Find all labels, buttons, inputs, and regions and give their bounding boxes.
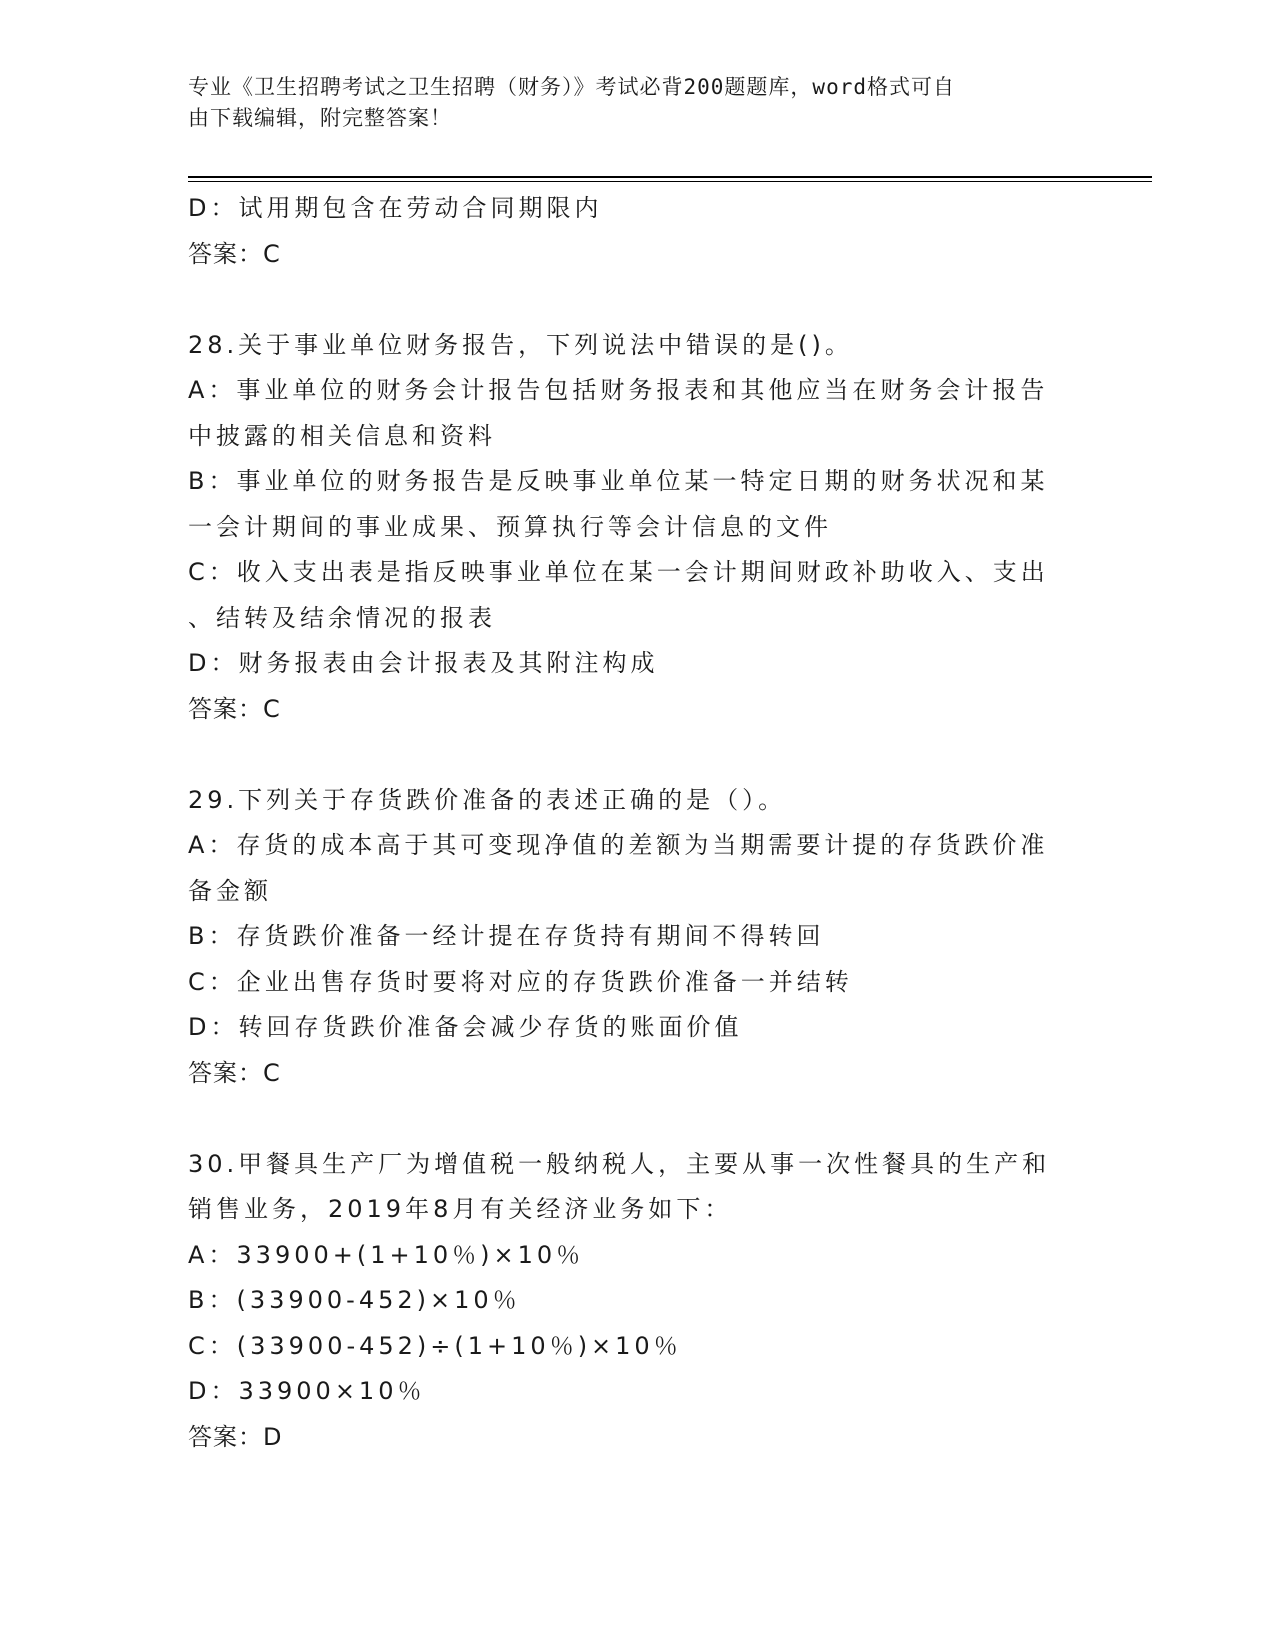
q30-question: 30.甲餐具生产厂为增值税一般纳税人，主要从事一次性餐具的生产和 — [188, 1149, 1051, 1178]
document-header — [188, 72, 1068, 134]
q30-option-c: C：(33900-452)÷(1+10％)×10％ — [188, 1331, 682, 1360]
q30-option-a: A：33900+(1+10％)×10％ — [188, 1240, 585, 1269]
q29-option-d: D：转回存货跌价准备会减少存货的账面价值 — [188, 1013, 743, 1041]
q29-option-b: B：存货跌价准备一经计提在存货持有期间不得转回 — [188, 922, 825, 950]
q27-answer: 答案：C — [188, 239, 281, 268]
q27-option-d: D：试用期包含在劳动合同期限内 — [188, 194, 603, 222]
header-rule-thin — [188, 181, 1152, 182]
q28-answer: 答案：C — [188, 694, 281, 723]
q28-option-a-cont: 中披露的相关信息和资料 — [188, 421, 496, 450]
q29-answer: 答案：C — [188, 1058, 281, 1087]
q28-option-a: A：事业单位的财务会计报告包括财务报表和其他应当在财务会计报告 — [188, 376, 1049, 404]
q30-answer: 答案：D — [188, 1422, 283, 1451]
q28-option-d: D：财务报表由会计报表及其附注构成 — [188, 649, 659, 677]
q28-option-c-cont: 、结转及结余情况的报表 — [188, 603, 496, 632]
q29-option-c: C：企业出售存货时要将对应的存货跌价准备一并结转 — [188, 967, 853, 996]
q28-question: 28.关于事业单位财务报告，下列说法中错误的是()。 — [188, 330, 853, 359]
q28-option-b-cont: 一会计期间的事业成果、预算执行等会计信息的文件 — [188, 512, 832, 541]
spacer — [188, 732, 1088, 778]
spacer — [188, 1096, 1088, 1142]
spacer — [188, 277, 1088, 323]
q29-option-a-cont: 备金额 — [188, 876, 272, 905]
header-line-2: 由下载编辑，附完整答案！ — [188, 106, 452, 130]
q28-option-c: C：收入支出表是指反映事业单位在某一会计期间财政补助收入、支出 — [188, 558, 1049, 586]
question-list — [188, 186, 1088, 1460]
q30-option-d: D：33900×10％ — [188, 1377, 426, 1405]
q28-option-b: B：事业单位的财务报告是反映事业单位某一特定日期的财务状况和某 — [188, 467, 1049, 495]
q30-question-cont: 销售业务，2019年8月有关经济业务如下： — [188, 1195, 733, 1223]
header-rule-thick — [188, 176, 1152, 178]
q29-option-a: A：存货的成本高于其可变现净值的差额为当期需要计提的存货跌价准 — [188, 831, 1049, 859]
header-line-1: 专业《卫生招聘考试之卫生招聘（财务）》考试必背200题题库，word格式可自 — [188, 75, 955, 99]
q29-question: 29.下列关于存货跌价准备的表述正确的是（）。 — [188, 785, 787, 814]
q30-option-b: B：(33900-452)×10％ — [188, 1286, 521, 1314]
